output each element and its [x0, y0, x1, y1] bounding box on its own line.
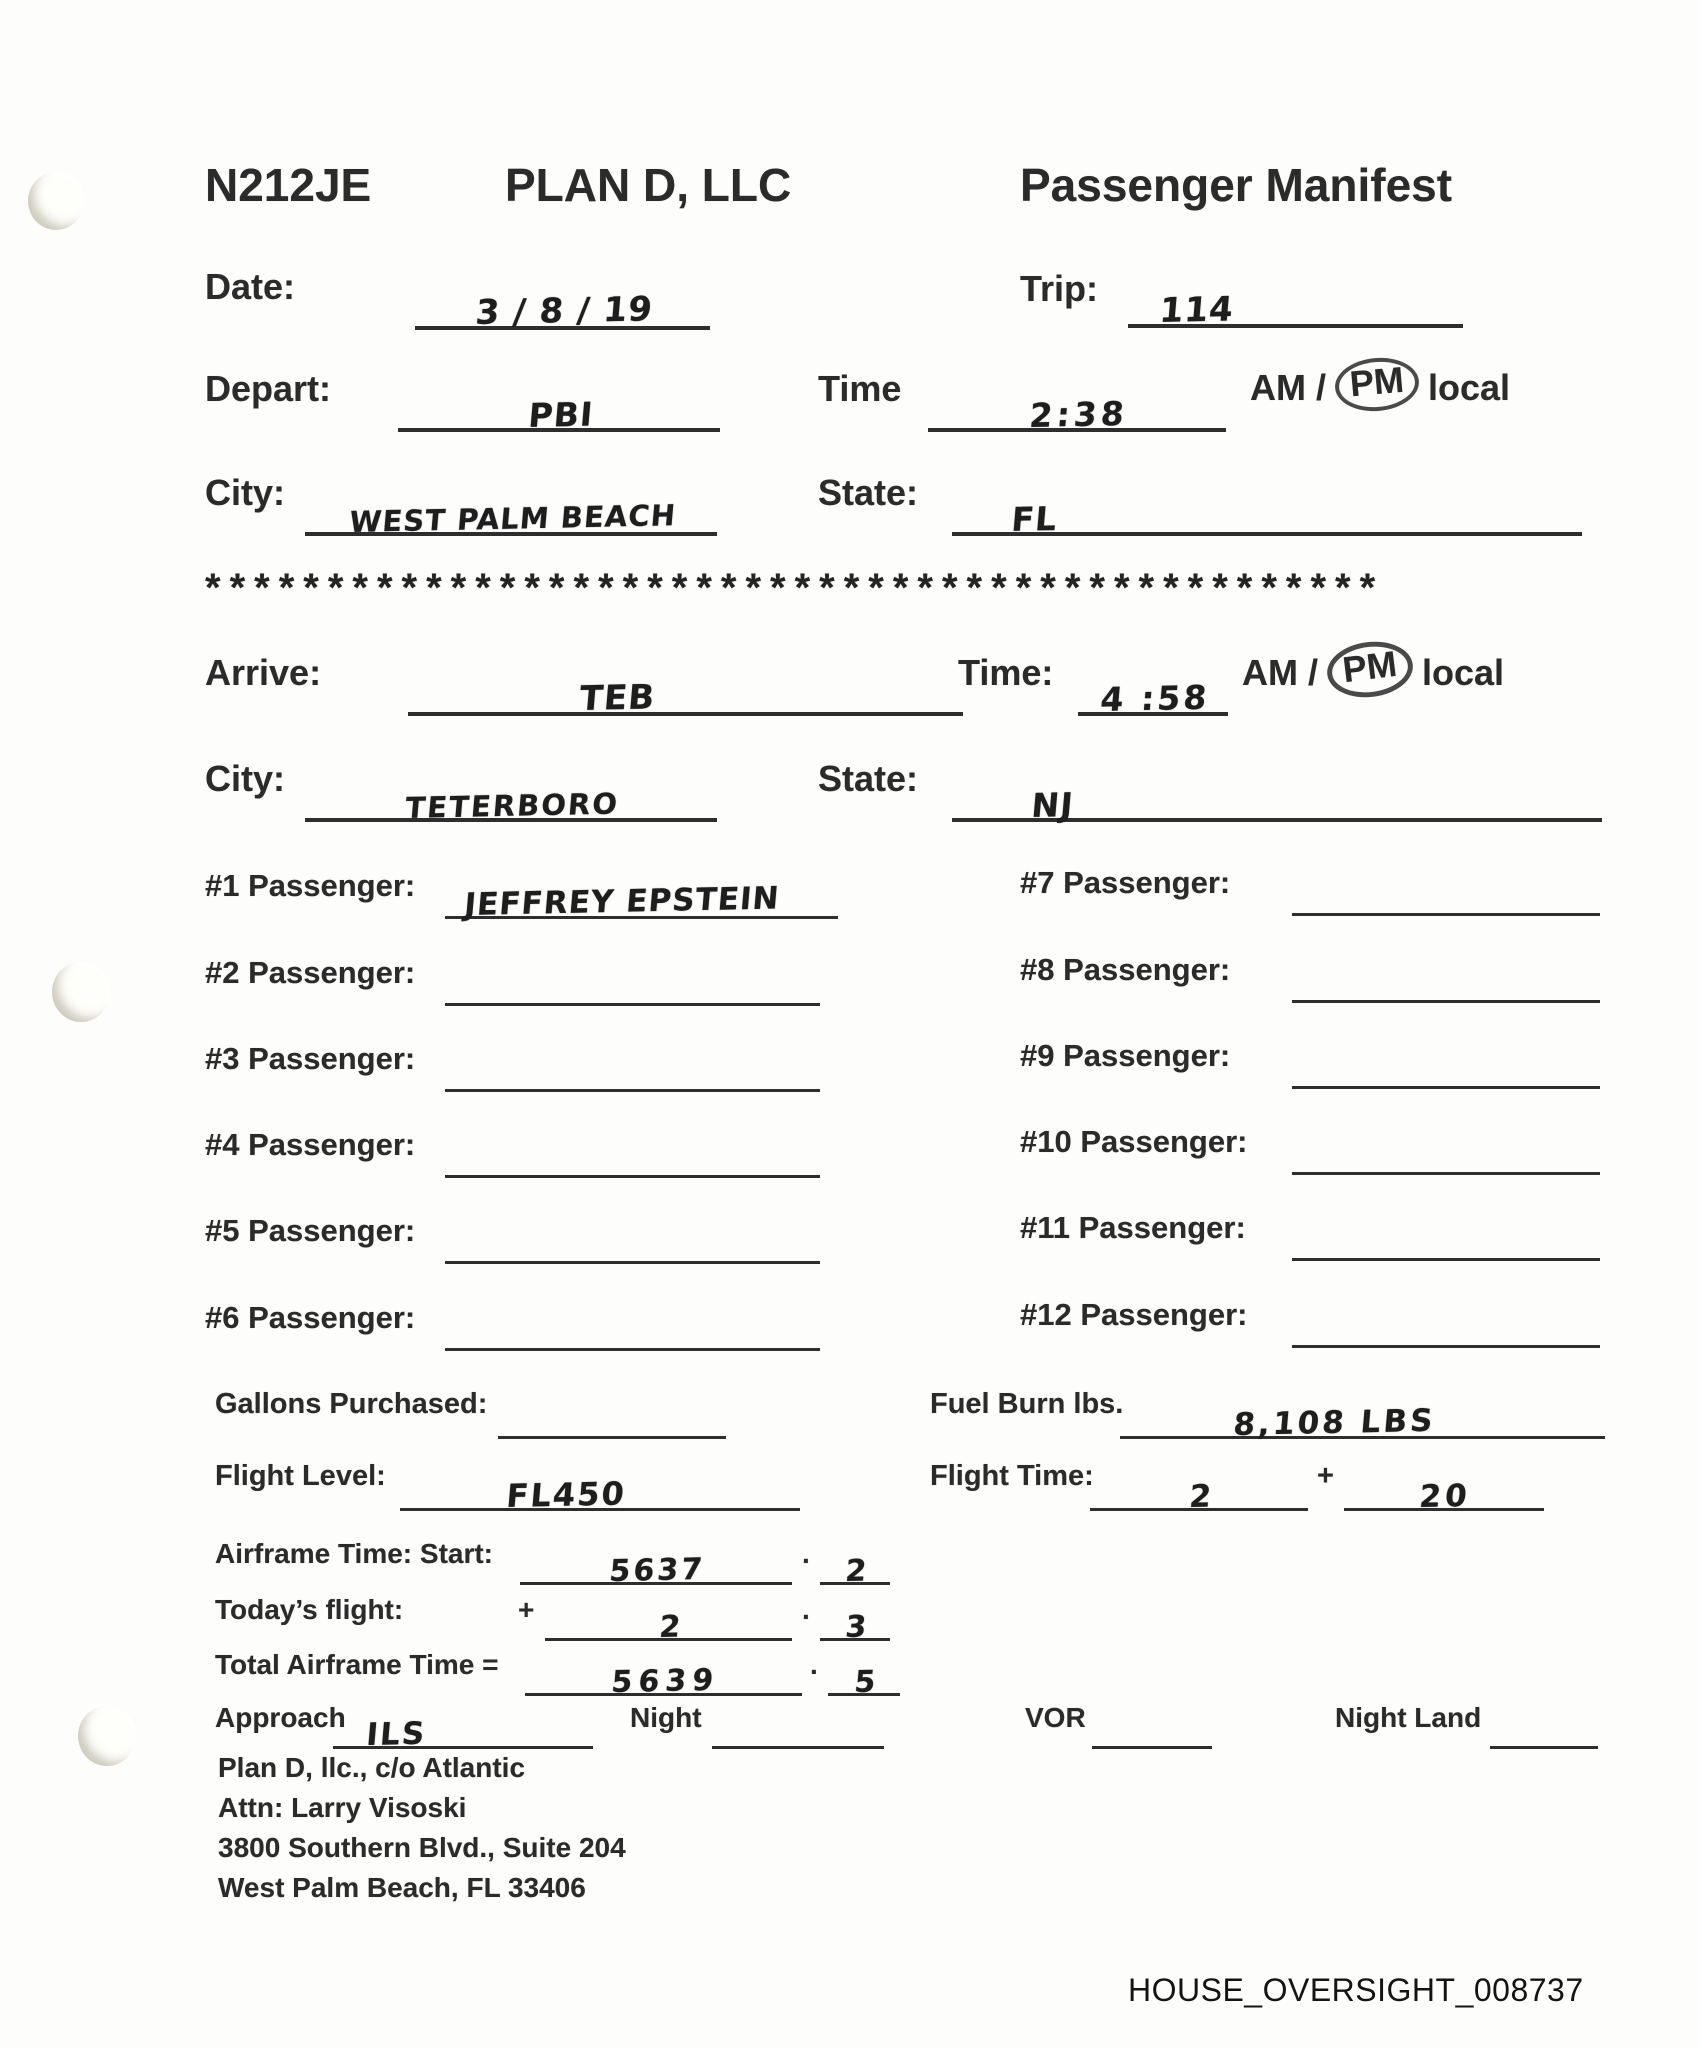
- vor-label: VOR: [1025, 1702, 1086, 1733]
- arrive-code-value: TEB: [577, 677, 657, 719]
- depart-time-label: Time: [818, 368, 902, 409]
- arrive-ampm: [1242, 642, 1505, 697]
- night-field: [712, 1698, 884, 1749]
- passenger-10-label: #10 Passenger:: [1020, 1124, 1248, 1159]
- gallons-purchased-label: Gallons Purchased:: [215, 1388, 488, 1420]
- airframe-start-decimal-field: [820, 1534, 890, 1589]
- passenger-11-label: #11 Passenger:: [1020, 1210, 1246, 1245]
- passenger-4-field: [445, 1123, 820, 1178]
- night-land-label: Night Land: [1335, 1702, 1482, 1733]
- depart-state-label: State:: [818, 472, 919, 513]
- total-airframe-field: [525, 1645, 802, 1700]
- depart-city-field: [305, 468, 717, 539]
- flight-time-hours-field: [1090, 1456, 1308, 1515]
- passenger-9-label: #9 Passenger:: [1020, 1038, 1231, 1073]
- depart-code-value: PBI: [526, 394, 595, 435]
- depart-state-field: [952, 468, 1582, 539]
- date-value: 3 / 8 / 19: [474, 289, 655, 333]
- hole-punch-bottom: [78, 1706, 136, 1766]
- passenger-6-label: #6 Passenger:: [205, 1300, 416, 1335]
- night-land-field: [1490, 1698, 1598, 1749]
- approach-value: ILS: [365, 1715, 428, 1753]
- flight-time-label: Flight Time:: [930, 1460, 1094, 1492]
- passenger-8-label: #8 Passenger:: [1020, 952, 1231, 987]
- arrive-pm-circled: PM: [1324, 637, 1416, 702]
- address-line-3: 3800 Southern Blvd., Suite 204: [218, 1832, 626, 1863]
- airframe-start-value: 5637: [608, 1552, 707, 1589]
- total-airframe-decimal-field: [828, 1645, 900, 1700]
- airframe-start-decimal: 2: [844, 1553, 869, 1589]
- passenger-1-field: [445, 864, 838, 923]
- airframe-start-label: Airframe Time: Start:: [215, 1538, 494, 1569]
- depart-ampm: [1250, 358, 1511, 411]
- arrive-state-field: [952, 754, 1602, 825]
- passenger-3-label: #3 Passenger:: [205, 1041, 416, 1076]
- arrive-code-field: [408, 648, 963, 719]
- arrive-city-value: TETERBORO: [404, 786, 621, 825]
- passenger-11-field: [1292, 1206, 1600, 1261]
- address-line-1: Plan D, llc., c/o Atlantic: [218, 1752, 526, 1783]
- passenger-8-field: [1292, 948, 1600, 1003]
- total-airframe-decimal: 5: [853, 1664, 878, 1700]
- arrive-time-label: Time:: [958, 652, 1054, 693]
- trip-field: [1128, 264, 1463, 331]
- bates-number: HOUSE_OVERSIGHT_008737: [1128, 1972, 1584, 2008]
- trip-value: 114: [1158, 289, 1236, 331]
- flight-time-minutes-value: 20: [1418, 1477, 1473, 1515]
- arrive-local-label: local: [1422, 652, 1505, 694]
- passenger-2-label: #2 Passenger:: [205, 955, 416, 990]
- depart-state-value: FL: [1010, 499, 1059, 539]
- trip-label: Trip:: [1020, 268, 1098, 309]
- passenger-3-field: [445, 1037, 820, 1092]
- depart-city-value: WEST PALM BEACH: [348, 498, 678, 539]
- flight-time-minutes-field: [1344, 1456, 1544, 1515]
- passenger-9-field: [1292, 1034, 1600, 1089]
- operator-address: [218, 1752, 626, 1912]
- depart-time-value: 2:38: [1027, 393, 1130, 435]
- depart-code-field: [398, 364, 720, 435]
- passenger-6-field: [445, 1296, 820, 1351]
- page-title: Passenger Manifest: [1020, 159, 1453, 211]
- todays-flight-value: 2: [657, 1609, 683, 1645]
- depart-am-label: AM /: [1250, 367, 1326, 409]
- todays-flight-decimal: 3: [844, 1609, 869, 1645]
- arrive-time-value: 4 :58: [1098, 677, 1211, 719]
- hole-punch-middle: [52, 962, 110, 1022]
- depart-pm-circled: PM: [1333, 354, 1421, 414]
- passenger-12-field: [1292, 1293, 1600, 1348]
- approach-label: Approach: [215, 1702, 346, 1733]
- tail-number: N212JE: [205, 159, 372, 211]
- depart-city-label: City:: [205, 472, 285, 513]
- airframe-start-dot: .: [802, 1538, 810, 1569]
- flight-level-field: [400, 1456, 800, 1515]
- company-name: PLAN D, LLC: [505, 159, 792, 211]
- passenger-5-label: #5 Passenger:: [205, 1213, 416, 1248]
- fuel-burn-label: Fuel Burn lbs.: [930, 1388, 1124, 1420]
- flight-time-plus: +: [1317, 1460, 1334, 1492]
- asterisk-separator: ************************************************: [205, 566, 1385, 610]
- approach-field: [333, 1698, 593, 1753]
- arrive-state-label: State:: [818, 758, 919, 799]
- vor-field: [1092, 1698, 1212, 1749]
- passenger-10-field: [1292, 1120, 1600, 1175]
- passenger-7-field: [1292, 861, 1600, 916]
- arrive-time-field: [1078, 648, 1228, 719]
- total-airframe-label: Total Airframe Time =: [215, 1649, 499, 1680]
- passenger-1-label: #1 Passenger:: [205, 868, 416, 903]
- date-field: [415, 262, 710, 333]
- gallons-purchased-field: [498, 1384, 726, 1439]
- arrive-am-label: AM /: [1242, 652, 1318, 694]
- passenger-5-field: [445, 1209, 820, 1264]
- hole-punch-top: [28, 172, 84, 230]
- total-airframe-dot: .: [810, 1649, 818, 1680]
- passenger-12-label: #12 Passenger:: [1020, 1297, 1248, 1332]
- todays-flight-label: Today’s flight:: [215, 1594, 404, 1625]
- depart-label: Depart:: [205, 368, 332, 409]
- passenger-2-field: [445, 951, 820, 1006]
- night-label: Night: [630, 1702, 702, 1733]
- arrive-city-field: [305, 754, 717, 825]
- fuel-burn-value: 8,108 LBS: [1231, 1402, 1437, 1443]
- flight-level-label: Flight Level:: [215, 1460, 386, 1492]
- address-line-2: Attn: Larry Visoski: [218, 1792, 467, 1823]
- todays-flight-decimal-field: [820, 1590, 890, 1645]
- depart-local-label: local: [1428, 367, 1511, 409]
- todays-flight-dot: .: [802, 1594, 810, 1625]
- arrive-label: Arrive:: [205, 652, 322, 693]
- date-label: Date:: [205, 266, 296, 307]
- passenger-7-label: #7 Passenger:: [1020, 865, 1231, 900]
- arrive-state-value: NJ: [1030, 785, 1076, 825]
- total-airframe-value: 5639: [609, 1662, 721, 1700]
- todays-flight-plus: +: [518, 1594, 535, 1625]
- depart-time-field: [928, 364, 1226, 435]
- todays-flight-field: [545, 1590, 792, 1645]
- flight-level-value: FL450: [505, 1474, 628, 1515]
- passenger-4-label: #4 Passenger:: [205, 1127, 416, 1162]
- airframe-start-field: [520, 1534, 792, 1589]
- arrive-city-label: City:: [205, 758, 285, 799]
- flight-time-hours-value: 2: [1187, 1478, 1214, 1515]
- passenger-1-value: JEFFREY EPSTEIN: [463, 880, 782, 923]
- fuel-burn-field: [1120, 1384, 1605, 1443]
- address-line-4: West Palm Beach, FL 33406: [218, 1872, 586, 1903]
